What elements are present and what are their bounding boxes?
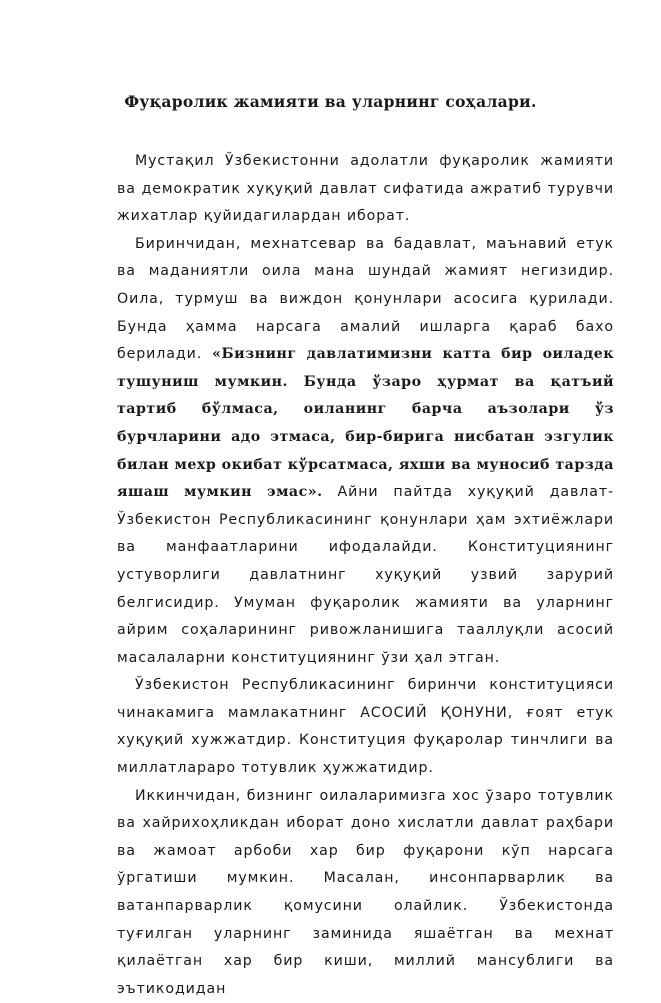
paragraph-3: Ўзбекистон Республикасининг биринчи конституцияси чинакамига мамлакатнинг АСОСИЙ ҚОНУНИ, ғоят етук хуқуқий хужжатдир. Конституция фуқаролар тинчлиги ва миллатлараро тотувлик ҳужжатидир. — [117, 677, 614, 777]
paragraph-2-tail: Айни пайтда хуқуқий давлат-Ўзбекистон Республикасининг қонунлари ҳам эхтиёжлари ва манфаатларини ифодалайди. Конституциянинг устуворлиги давлатнинг хуқуқий узвий зарурий белгисидир. Умуман фуқаролик жамияти ва уларнинг айрим соҳаларининг ривожланишига тааллуқли асосий масалаларни конституциянинг ўзи ҳал этган. — [117, 484, 615, 666]
paragraph-2-lead: Биринчидан, мехнатсевар ва бадавлат, маънавий етук ва маданиятли оила мана шундай жамият негизидир. Оила, турмуш ва виждон қонунлари асосига қурилади. Бунда ҳамма нарсага амалий ишларга қараб бахо берилади. — [117, 235, 614, 363]
paragraph-2 — [117, 231, 614, 673]
paragraph-1: Мустақил Ўзбекистонни адолатли фуқаролик жамияти ва демократик хуқуқий давлат сифатида ажратиб турувчи жихатлар қуйидагилардан иборат. — [117, 153, 614, 225]
document-title: Фуқаролик жамияти ва уларнинг соҳалари. — [124, 92, 537, 111]
paragraph-2-quote: «Бизнинг давлатимизни катта бир оиладек тушуниш мумкин. Бунда ўзаро ҳурмат ва қатъий тартиб бўлмаса, оиланинг барча аъзолари ўз бурчларини адо этмаса, бир-бирига нисбатан эзгулик билан мехр окибат кўрсатмаса, яхши ва муносиб тарзда яшаш мумкин эмас». — [117, 346, 614, 501]
document-body — [117, 148, 614, 1003]
paragraph-4: Иккинчидан, бизнинг оилаларимизга хос ўзаро тотувлик ва хайрихоҳликдан иборат доно хислатли давлат раҳбари ва жамоат арбоби хар бир фуқарони кўп нарсага ўргатиши мумкин. Масалан, инсонпарварлик ва ватанпарварлик қомусини олайлик. Ўзбекистонда туғилган уларнинг заминида яшаётган ва мехнат қилаётган хар бир киши, миллий мансублиги ва эътикодидан — [117, 787, 614, 997]
